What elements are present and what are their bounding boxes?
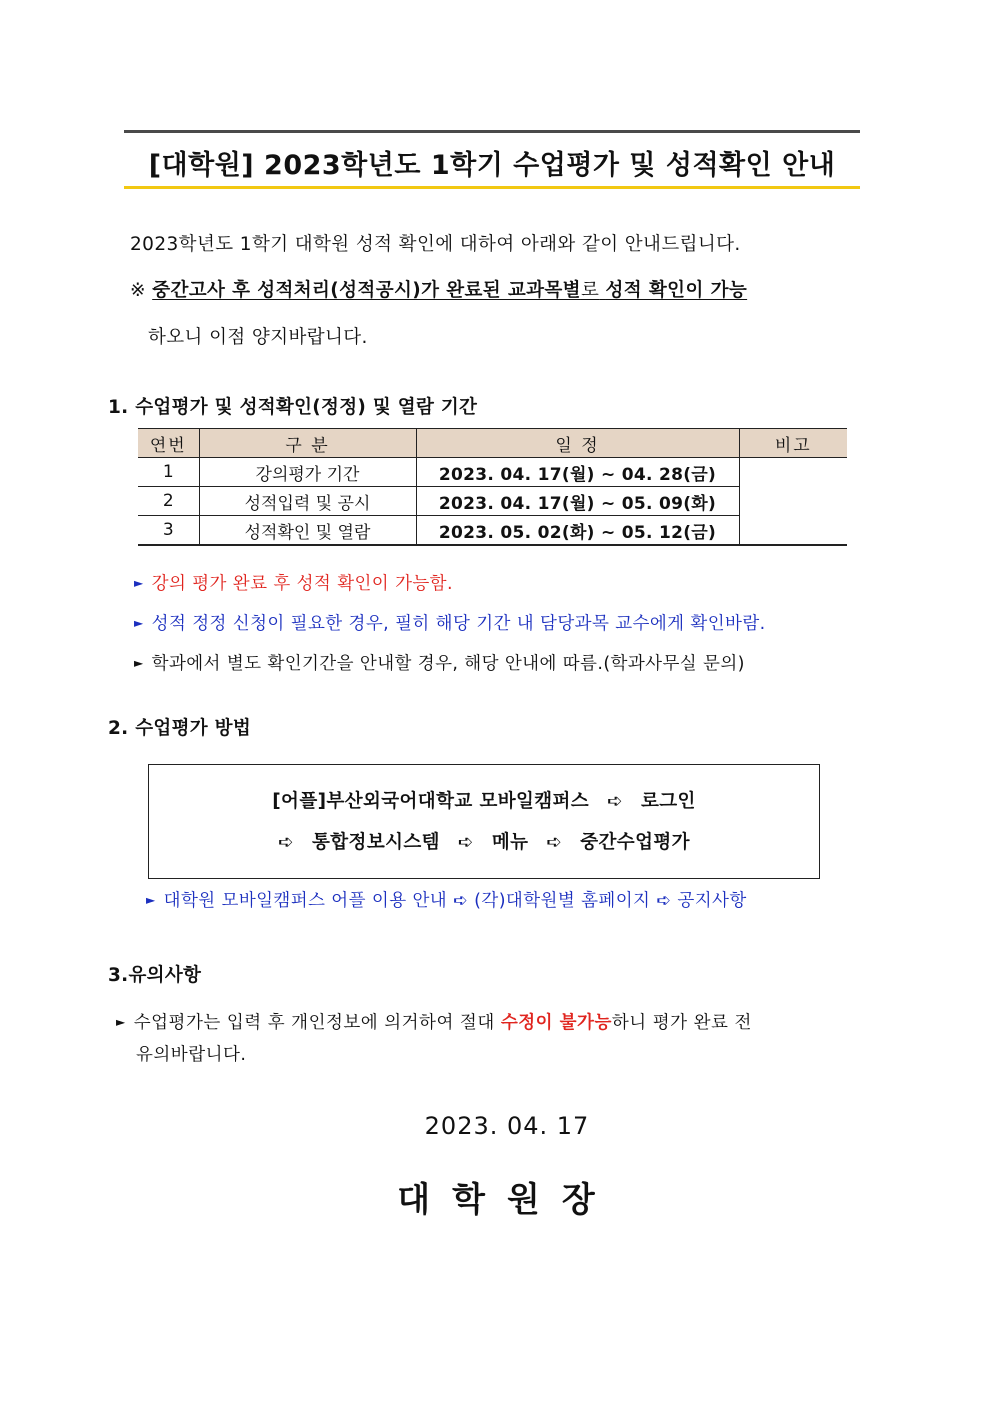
path-step-menu: 메뉴 (491, 832, 529, 853)
bullet-text: 학과에서 별도 확인기간을 안내할 경우, 해당 안내에 따름.(학과사무실 문의) (151, 654, 745, 674)
title-top-rule (124, 130, 860, 133)
title-bottom-rule (124, 186, 860, 189)
notice-continuation: 하오니 이점 양지바랍니다. (148, 327, 368, 348)
table-header-row (138, 429, 847, 458)
remarks-cell (739, 458, 847, 546)
section3-heading: 3.유의사항 (108, 965, 202, 986)
row-schedule: 2023. 05. 02(화) ~ 05. 12(금) (416, 516, 739, 546)
caution-text-red: 수정이 불가능 (500, 1013, 612, 1033)
bullet-triangle-icon: ► (134, 656, 144, 670)
arrow-right-icon: ➪ (546, 832, 563, 853)
row-no: 3 (138, 516, 199, 546)
notice-bold-part: 중간고사 후 성적처리(성적공시)가 완료된 교과목별 (152, 280, 581, 301)
table-row (138, 458, 847, 487)
note-part-1: 대학원 모바일캠퍼스 어플 이용 안내 (163, 891, 448, 911)
bullet-triangle-icon: ► (146, 893, 156, 907)
section2-heading: 2. 수업평가 방법 (108, 718, 252, 739)
reference-mark: ※ (130, 280, 146, 301)
header-remarks: 비고 (739, 429, 847, 458)
notice-middle: 로 (580, 280, 600, 301)
bullet-item-2 (134, 610, 766, 635)
path-step-midterm-eval: 중간수업평가 (580, 832, 690, 853)
bullet-item-1 (134, 570, 453, 595)
row-no: 2 (138, 487, 199, 516)
header-schedule: 일 정 (416, 429, 739, 458)
header-no: 연번 (138, 429, 199, 458)
path-step-app: [어플]부산외국어대학교 모바일캠퍼스 (272, 791, 590, 812)
bullet-text: 성적 정정 신청이 필요한 경우, 필히 해당 기간 내 담당과목 교수에게 확인바람. (151, 614, 766, 634)
app-guide-note (146, 887, 747, 912)
caution-text-before: 수업평가는 입력 후 개인정보에 의거하여 절대 (133, 1013, 495, 1033)
row-schedule: 2023. 04. 17(월) ~ 05. 09(화) (416, 487, 739, 516)
header-category: 구 분 (199, 429, 416, 458)
evaluation-path-box (148, 764, 820, 879)
path-line-2 (149, 828, 819, 854)
bullet-item-3 (134, 650, 745, 675)
bullet-text: 강의 평가 완료 후 성적 확인이 가능함. (151, 574, 453, 594)
bullet-triangle-icon: ► (134, 616, 144, 630)
intro-text: 2023학년도 1학기 대학원 성적 확인에 대하여 아래와 같이 안내드립니다. (130, 234, 741, 255)
caution-text-continuation: 유의바랍니다. (136, 1045, 247, 1065)
caution-item (116, 1008, 836, 1071)
section1-heading: 1. 수업평가 및 성적확인(정정) 및 열람 기간 (108, 397, 478, 418)
row-no: 1 (138, 458, 199, 487)
path-step-system: 통합정보시스템 (312, 832, 440, 853)
arrow-right-icon: ➪ (453, 891, 469, 911)
note-part-3: 공지사항 (677, 891, 747, 911)
row-category: 성적입력 및 공시 (199, 487, 416, 516)
row-category: 강의평가 기간 (199, 458, 416, 487)
row-category: 성적확인 및 열람 (199, 516, 416, 546)
notice-bold-tail: 성적 확인이 가능 (605, 280, 748, 301)
schedule-table (138, 428, 847, 546)
arrow-right-icon: ➪ (656, 891, 672, 911)
notice-line (130, 276, 747, 302)
arrow-right-icon: ➪ (278, 832, 294, 853)
bullet-triangle-icon: ► (134, 576, 144, 590)
caution-text-after: 하니 평가 완료 전 (611, 1013, 752, 1033)
path-line-1 (149, 787, 819, 813)
arrow-right-icon: ➪ (607, 791, 623, 812)
path-step-login: 로그인 (640, 791, 696, 812)
bullet-triangle-icon: ► (116, 1015, 126, 1029)
signer-name: 대학원장 (397, 1180, 617, 1220)
document-title: [대학원] 2023학년도 1학기 수업평가 및 성적확인 안내 (148, 150, 836, 181)
arrow-right-icon: ➪ (457, 832, 474, 853)
row-schedule: 2023. 04. 17(월) ~ 04. 28(금) (416, 458, 739, 487)
note-part-2: (각)대학원별 홈페이지 (474, 891, 651, 911)
issue-date: 2023. 04. 17 (424, 1112, 590, 1140)
